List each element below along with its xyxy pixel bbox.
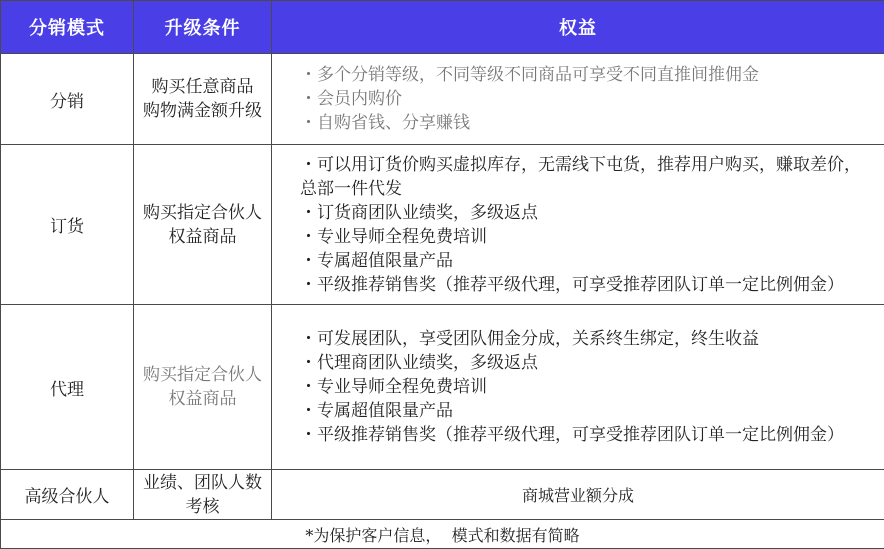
mode-label: 代理 (1, 375, 133, 400)
table-row (1, 305, 884, 470)
rights-item: ・代理商团队业绩奖，多级返点 (300, 351, 876, 375)
mode-label: 订货 (1, 212, 133, 237)
mode-cell (1, 145, 134, 305)
rights-item: ・平级推荐销售奖（推荐平级代理，可享受推荐团队订单一定比例佣金） (300, 423, 876, 447)
mode-label: 分销 (1, 87, 133, 112)
condition-line: 购物满金额升级 (134, 99, 271, 123)
rights-item: ・专属超值限量产品 (300, 399, 876, 423)
rights-cell (272, 305, 884, 470)
footnote-row (1, 520, 884, 549)
mode-cell (1, 305, 134, 470)
mode-cell (1, 470, 134, 520)
rights-item: ・专属超值限量产品 (300, 249, 876, 273)
rights-item: ・平级推荐销售奖（推荐平级代理，可享受推荐团队订单一定比例佣金） (300, 273, 876, 297)
header-mode: 分销模式 (1, 1, 134, 54)
rights-item: ・专业导师全程免费培训 (300, 375, 876, 399)
condition-line: 考核 (134, 495, 271, 519)
table-row (1, 54, 884, 145)
rights-item: ・多个分销等级，不同等级不同商品可享受不同直推间推佣金 (300, 63, 876, 87)
rights-cell (272, 470, 884, 520)
rights-item: ・会员内购价 (300, 87, 876, 111)
condition-cell (134, 305, 272, 470)
rights-item: ・专业导师全程免费培训 (300, 225, 876, 249)
header-condition: 升级条件 (134, 1, 272, 54)
rights-item: ・订货商团队业绩奖，多级返点 (300, 201, 876, 225)
mode-label: 高级合伙人 (1, 482, 133, 507)
condition-line: 购买指定合伙人 (134, 363, 271, 387)
footnote: *为保护客户信息， 模式和数据有简略 (1, 520, 884, 549)
rights-item: ・可发展团队，享受团队佣金分成，关系终生绑定，终生收益 (300, 327, 876, 351)
table-header-row (1, 1, 884, 54)
table-row (1, 145, 884, 305)
rights-item: ・自购省钱、分享赚钱 (300, 111, 876, 135)
header-rights: 权益 (272, 1, 884, 54)
condition-line: 购买指定合伙人 (134, 201, 271, 225)
condition-line: 权益商品 (134, 387, 271, 411)
condition-cell (134, 470, 272, 520)
rights-cell (272, 145, 884, 305)
condition-cell (134, 54, 272, 145)
condition-line: 权益商品 (134, 225, 271, 249)
rights-item: ・可以用订货价购买虚拟库存，无需线下屯货，推荐用户购买，赚取差价，总部一件代发 (300, 153, 876, 201)
table-row (1, 470, 884, 520)
condition-line: 购买任意商品 (134, 75, 271, 99)
mode-cell (1, 54, 134, 145)
condition-line: 业绩、团队人数 (134, 471, 271, 495)
rights-item: 商城营业额分成 (522, 486, 634, 505)
rights-cell (272, 54, 884, 145)
condition-cell (134, 145, 272, 305)
